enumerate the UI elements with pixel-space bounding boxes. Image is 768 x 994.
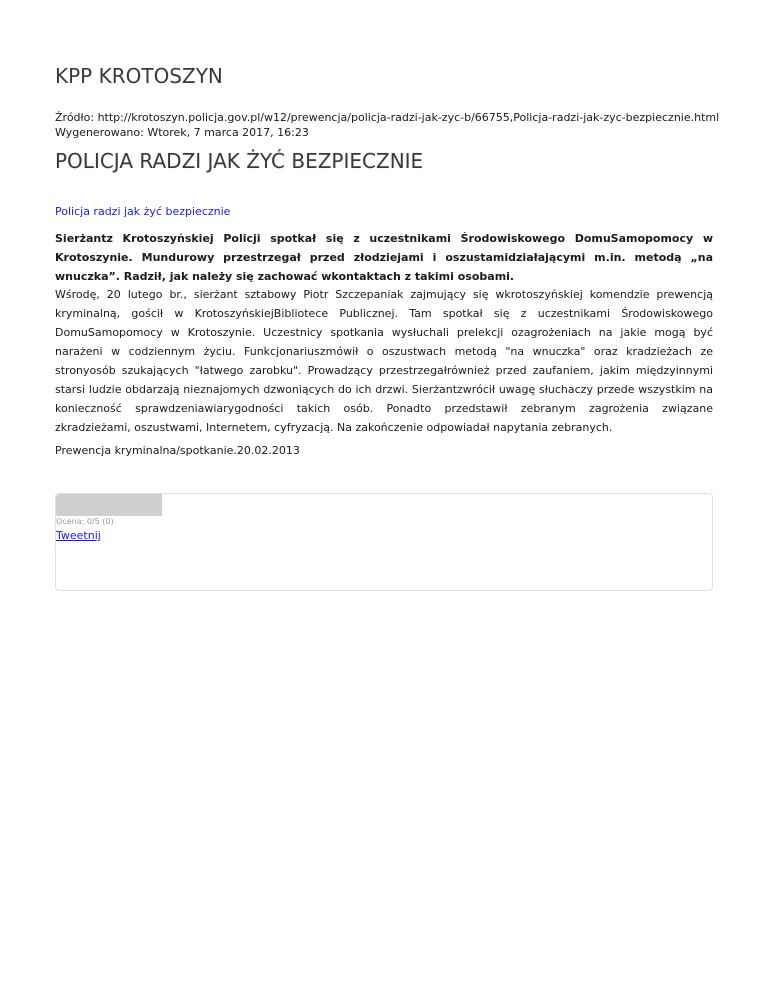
article-body: Wśrodę, 20 lutego br., sierżant sztabowy Piotr Szczepaniak zajmujący się wkrotoszyńskiej komendzie prewencją kryminalną, gościł w KrotoszyńskiejBibliotece Publicznej. Tam spotkał się z uczestnikami Środowiskowego DomuSamopomocy w Krotoszynie. Uczestnicy spotkania wysłuchali prelekcji ozagrożeniach na jakie mogą być narażeni w codziennym życiu. Funkcjonariuszmówił o oszustwach metodą "na wnuczka" oraz kradzieżach ze stronyosób szukających "łatwego zarobku". Prowadzący przestrzegałrównież przed zaufaniem, jakim międzyinnymi starsi ludzie obdarzają nieznajomych dzwoniących do ich drzwi. Sierżantzwrócił uwagę słuchaczy przede wszystkim na konieczność sprawdzeniawiarygodności takich osób. Ponadto przedstawił zebranym zagrożenia związane zkradzieżami, oszustwami, Internetem, cyfryzacją. Na zakończenie odpowiadał napytania zebranych. <box>55 288 713 434</box>
site-title: KPP KROTOSZYN <box>55 64 223 88</box>
rating-stars[interactable] <box>56 494 162 516</box>
tweet-link[interactable]: Tweetnij <box>56 529 101 542</box>
rating-panel <box>55 493 713 591</box>
category-link[interactable]: Policja radzi jak żyć bezpiecznie <box>55 205 231 218</box>
source-url: Źródło: http://krotoszyn.policja.gov.pl/w12/prewencja/policja-radzi-jak-zyc-b/66755,Policja-radzi-jak-zyc-bezpiecznie.html <box>55 111 720 124</box>
generated-date: Wygenerowano: Wtorek, 7 marca 2017, 16:23 <box>55 126 309 139</box>
article-title: POLICJA RADZI JAK ŻYĆ BEZPIECZNIE <box>55 149 424 173</box>
article-lead: Sierżantz Krotoszyńskiej Policji spotkał się z uczestnikami Środowiskowego DomuSamopomocy w Krotoszynie. Mundurowy przestrzegał przed złodziejami i oszustamidziałającymi m.in. metodą „na wnuczka”. Radził, jak należy się zachować wkontaktach z takimi osobami. <box>55 232 713 283</box>
document-meta <box>55 110 719 140</box>
rating-summary: Ocena: 0/5 (0) <box>56 517 114 526</box>
article-tag: Prewencja kryminalna/spotkanie.20.02.2013 <box>55 444 300 457</box>
